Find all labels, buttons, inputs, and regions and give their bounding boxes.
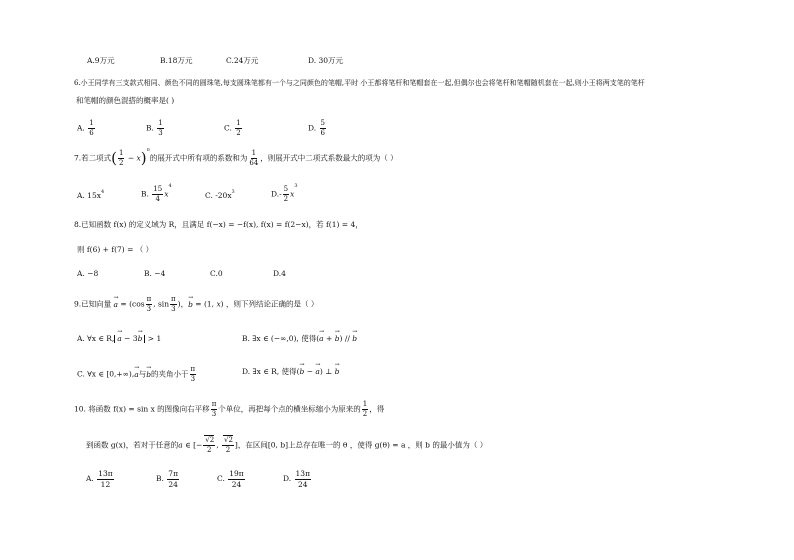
q6-option-c: C. $\frac{1}{2}$: [224, 119, 241, 137]
q10-option-a: A. $\frac{13\pi}{12}$: [86, 469, 113, 489]
q8-option-d: D.4: [273, 269, 286, 278]
q9-stem: 9.已知向量 → a = (cos $\frac{\pi}{3}$ , sin $\frac{\pi}{3}$ )，→ b = (1, x) ，则下列结论正确的是（ ）: [74, 296, 318, 313]
q10-text-line1: 10. 将函数 f(x) = sin x 的图像向右平移 $\frac{\pi}{3}$ 个单位，再把每个点的横坐标缩小为原来的 $\frac{1}{2}$ ，得: [74, 400, 385, 418]
q5-option-b: B.18万元: [160, 56, 193, 65]
q5-option-a: A.9万元: [87, 56, 115, 65]
q7-option-a: A. $15x^4$: [77, 189, 105, 200]
q7-option-c: C. $-20x^3$: [205, 189, 235, 200]
q8-text-line1: 8.已知函数 f(x) 的定义域为 R，且满足 f(−x) = −f(x), f(x) = f(2−x)，若 f(1) = 4，: [74, 220, 363, 229]
q10-option-b: B. $\frac{7\pi}{24}$: [156, 469, 178, 489]
q6-option-d: D. $\frac{5}{6}$: [308, 119, 325, 137]
q8-text-line2: 则 f(6) + f(7) = （ ）: [77, 245, 154, 254]
q8-option-a: A. −8: [77, 269, 99, 278]
q6-text-line1: 6.小王同学有三支款式相同、颜色不同的圆珠笔,每支圆珠笔都有一个与之同颜色的笔帽,平时 小王都将笔杆和笔帽套在一起,但偶尔也会将笔杆和笔帽随机套在一起,则小王将两支笔的笔杆: [74, 79, 645, 87]
q9-option-a: A. ∀x ∈ R,→ a − 3→ b > 1: [77, 335, 161, 343]
q10-option-d: D. $\frac{13\pi}{24}$: [283, 469, 311, 489]
q7-option-d: D.- $\frac{5}{2}$ $x^3$: [271, 183, 298, 203]
q7-option-b: B. $\frac{15}{4}$ $x^4$: [141, 183, 172, 203]
q10-option-c: C. $\frac{19\pi}{24}$: [217, 469, 244, 489]
q10-text-line2: 到函数 g(x)，若对于任意的a ∈ [− $\frac{√2}{2}$ , $\frac{√2}{2}$ ]，在区间[0, b]上总存在唯一的 θ ，使得 g(θ) = a ，则 b 的最小值为（ ）: [86, 436, 488, 454]
q8-option-b: B. −4: [144, 269, 166, 278]
q9-option-d: D. ∃x ∈ R, 使得(→ b − → a) ⊥ → b: [242, 368, 339, 376]
q6-option-a: A. $\frac{1}{6}$: [77, 119, 94, 137]
q8-option-c: C.0: [210, 269, 223, 278]
q7-stem: 7.若二项式( $\frac{1}{2}$ − x)$^n$的展开式中所有项的系数和为 $\frac{1}{64}$ ，则展开式中二项式系数最大的项为（ ）: [74, 147, 398, 167]
q6-text-line2: 和笔帽的颜色混搭的概率是( ): [76, 96, 175, 105]
q6-option-b: B. $\frac{1}{3}$: [146, 119, 163, 137]
q5-option-d: D. 30万元: [308, 56, 344, 65]
q9-option-c: C. ∀x ∈ [0,+∞),→ a与→ b的夹角小于 $\frac{\pi}{3}$: [77, 366, 197, 383]
q5-option-c: C.24万元: [226, 56, 259, 65]
q9-option-b: B. ∃x ∈ (−∞,0), 使得(→ a + → b) // → b: [242, 335, 357, 343]
